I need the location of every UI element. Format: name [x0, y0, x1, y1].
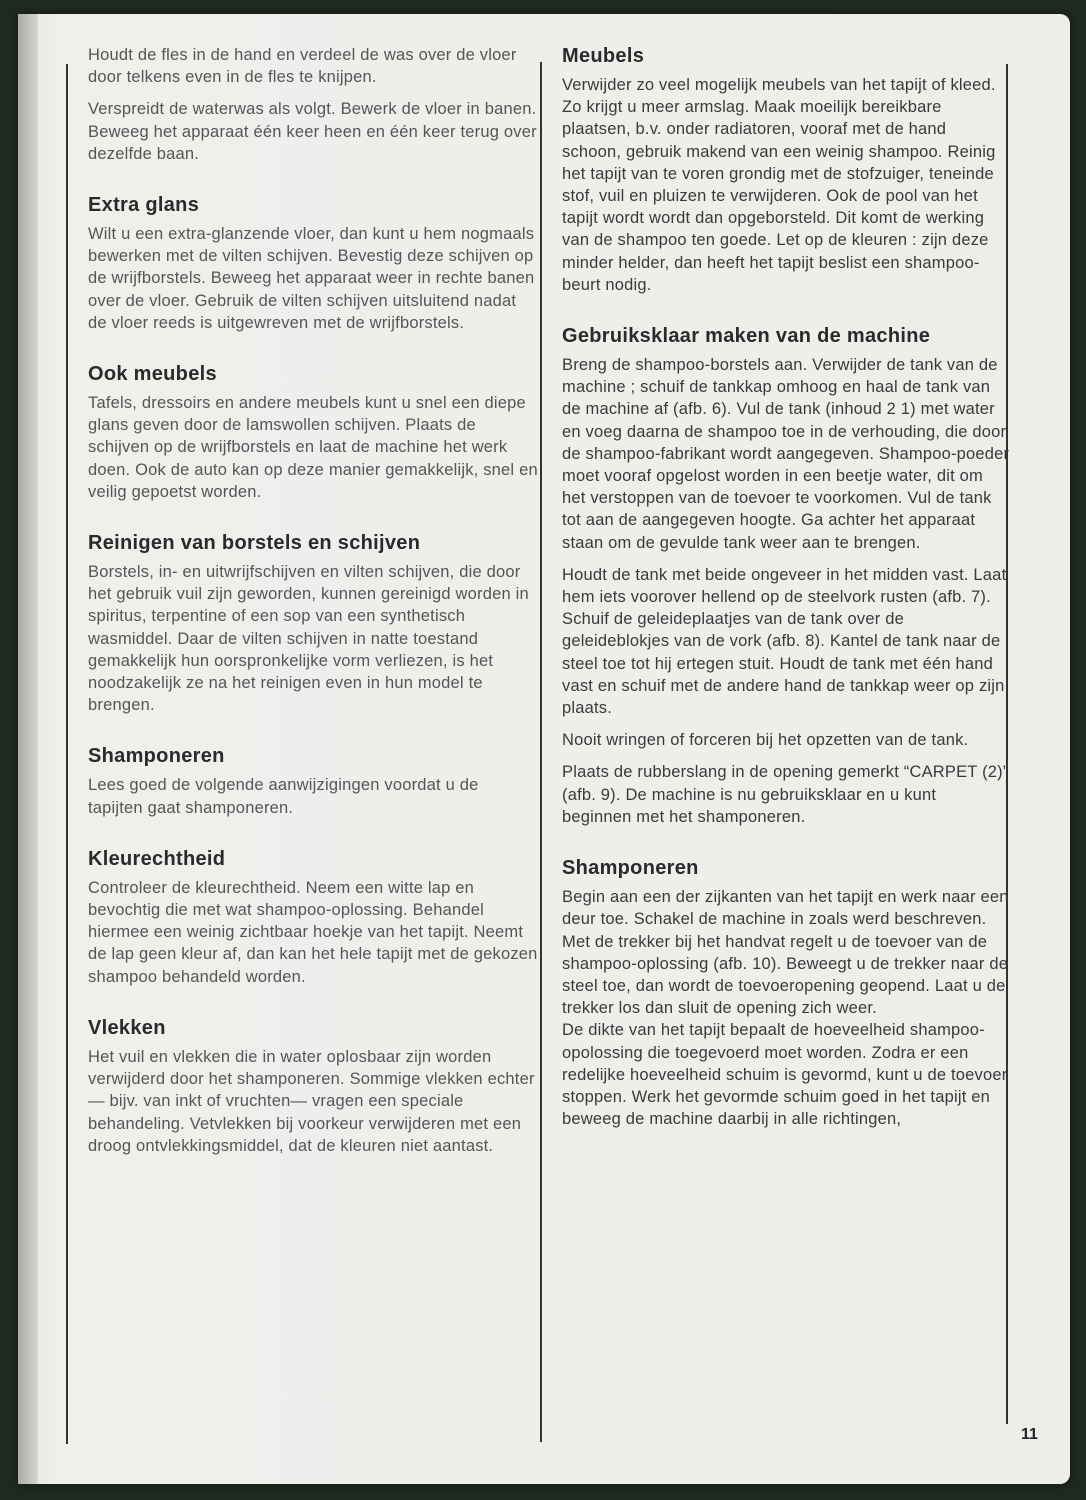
section-paragraph: De dikte van het tapijt bepaalt de hoeveelheid shampoo-opolossing die toegevoerd moet worden. Zodra er een redelijke hoeveelheid schuim is gevormd, kunt u de toevoer stoppen. Werk het gevormde schuim goed in het tapijt en beweeg de machine daarbij in alle richtingen, — [562, 1021, 1008, 1129]
section-meubels — [562, 44, 1010, 296]
section-heading: Vlekken — [88, 1016, 166, 1039]
section-heading: Reinigen van borstels en schijven — [88, 532, 421, 555]
section-paragraph: Borstels, in- en uitwrijfschijven en vilten schijven, die door het gebruik vuil zijn geworden, kunnen gereinigd worden in spiritus, terpentine of een sop van een synthetisch wasmiddel. Daar de vilten schijven in natte toestand gemakkelijk hun oorspronkelijke vorm verliezen, is het noodzakelijk ze na het reinigen even in hun model te brengen. — [88, 563, 529, 715]
intro-section — [88, 44, 538, 165]
right-column — [562, 44, 1010, 1158]
intro-paragraph: Houdt de fles in de hand en verdeel de was over de vloer door telkens even in de fles te knijpen. — [88, 46, 517, 87]
section-paragraph: Wilt u een extra-glanzende vloer, dan kunt u hem nogmaals bewerken met de vilten schijven. Bevestig deze schijven op de wrijfborstels. Beweeg het apparaat weer in rechte banen over de vloer. Gebruik de vilten schijven uitsluitend nadat de vloer reeds is uitgewreven met de wrijfborstels. — [88, 225, 535, 332]
manual-page — [18, 14, 1070, 1484]
page-fold — [18, 14, 38, 1484]
section-paragraph: Houdt de tank met beide ongeveer in het midden vast. Laat hem iets voorover hellend op de steelvork rusten (afb. 7). Schuif de geleideplaatjes van de tank over de geleideblokjes van de vork (afb. 8). Kantel de tank naar de steel toe tot hij ertegen stuit. Houdt de tank met één hand vast en schuif met de andere hand de tankkap weer op zijn plaats. — [562, 565, 1007, 718]
section-heading: Shamponeren — [88, 745, 225, 768]
section-heading: Gebruiksklaar maken van de machine — [562, 325, 931, 348]
intro-paragraph: Verspreidt de waterwas als volgt. Bewerk de vloer in banen. Beweeg het apparaat één keer heen en één keer terug over dezelfde baan. — [88, 100, 537, 163]
page-number: 11 — [1021, 1426, 1038, 1443]
section-paragraph: Het vuil en vlekken die in water oplosbaar zijn worden verwijderd door het shamponeren. Sommige vlekken echter — bijv. van inkt of vruchten— vragen een speciale behandeling. Vetvlekken bij voorkeur verwijderen met een droog ontvlekkingsmiddel, dat de kleuren niet aantast. — [88, 1047, 535, 1155]
section-paragraph: Nooit wringen of forceren bij het opzetten van de tank. — [562, 731, 969, 750]
section-paragraph: Breng de shampoo-borstels aan. Verwijder de tank van de machine ; schuif de tankkap omhoog en haal de tank van de machine af (afb. 6). Vul de tank (inhoud 2 1) met water en voeg daarna de shampoo toe in de verhouding, die door de shampoo-fabrikant wordt aangegeven. Shampoo-poeder moet vooraf opgelost worden in een beetje water, dit om het verstoppen van de toevoer te voorkomen. Vul de tank tot aan de aangegeven hoogte. Ga achter het apparaat staan om de gevulde tank weer aan te brengen. — [562, 356, 1010, 552]
section-paragraph: Controleer de kleurechtheid. Neem een witte lap en bevochtig die met wat shampoo-oplossing. Behandel hiermee een weinig zichtbaar hoekje van het tapijt. Neemt de lap geen kleur af, dan kan het hele tapijt met de gekozen shampoo behandeld worden. — [88, 878, 538, 986]
column-divider — [540, 62, 542, 1442]
section-kleurechtheid — [88, 847, 538, 988]
section-paragraph: Tafels, dressoirs en andere meubels kunt u snel een diepe glans geven door de lamswollen schijven. Plaats de schijven op de wrijfborstels en laat de machine het werk doen. Ook de auto kan op deze manier gemakkelijk, snel en veilig gepoetst worden. — [88, 394, 538, 501]
left-column — [88, 44, 538, 1185]
section-heading: Meubels — [562, 45, 645, 67]
left-margin-rule — [66, 64, 68, 1444]
section-heading: Shamponeren — [562, 857, 699, 880]
section-paragraph: Verwijder zo veel mogelijk meubels van het tapijt of kleed. Zo krijgt u meer armslag. Maak moeilijk bereikbare plaatsen, b.v. onder radiatoren, vooraf met de hand schoon, gebruik makend van een weinig shampoo. Reinig het tapijt van te voren grondig met de stofzuiger, teneinde stof, vuil en pluizen te verwijderen. Ook de pool van het tapijt wordt wordt dan opgeborsteld. Dit komt de werking van de shampoo ten goede. Let op de kleuren : zijn deze minder helder, dan heeft het tapijt beslist een shampoo-beurt nodig. — [562, 76, 996, 294]
section-vlekken — [88, 1016, 538, 1157]
section-paragraph: Plaats de rubberslang in de opening gemerkt “CARPET (2)” (afb. 9). De machine is nu gebruiksklaar en u kunt beginnen met het shamponeren. — [562, 763, 1009, 826]
section-extra-glans — [88, 193, 538, 334]
section-shamponeren-intro — [88, 744, 538, 818]
section-heading: Extra glans — [88, 194, 200, 217]
section-gebruiksklaar — [562, 324, 1010, 828]
section-reinigen — [88, 531, 538, 716]
section-shamponeren — [562, 856, 1010, 1130]
section-heading: Ook meubels — [88, 363, 217, 386]
section-ook-meubels — [88, 362, 538, 503]
section-paragraph: Begin aan een der zijkanten van het tapijt en werk naar een deur toe. Schakel de machine in zoals werd beschreven. Met de trekker bij het handvat regelt u de toevoer van de shampoo-oplossing (afb. 10). Beweegt u de trekker naar de steel toe, dan wordt de toevoeropening geopend. Laat u de trekker los dan sluit de opening zich weer. — [562, 888, 1009, 1018]
section-heading: Kleurechtheid — [88, 847, 226, 870]
section-paragraph: Lees goed de volgende aanwijzigingen voordat u de tapijten gaat shamponeren. — [88, 776, 479, 817]
